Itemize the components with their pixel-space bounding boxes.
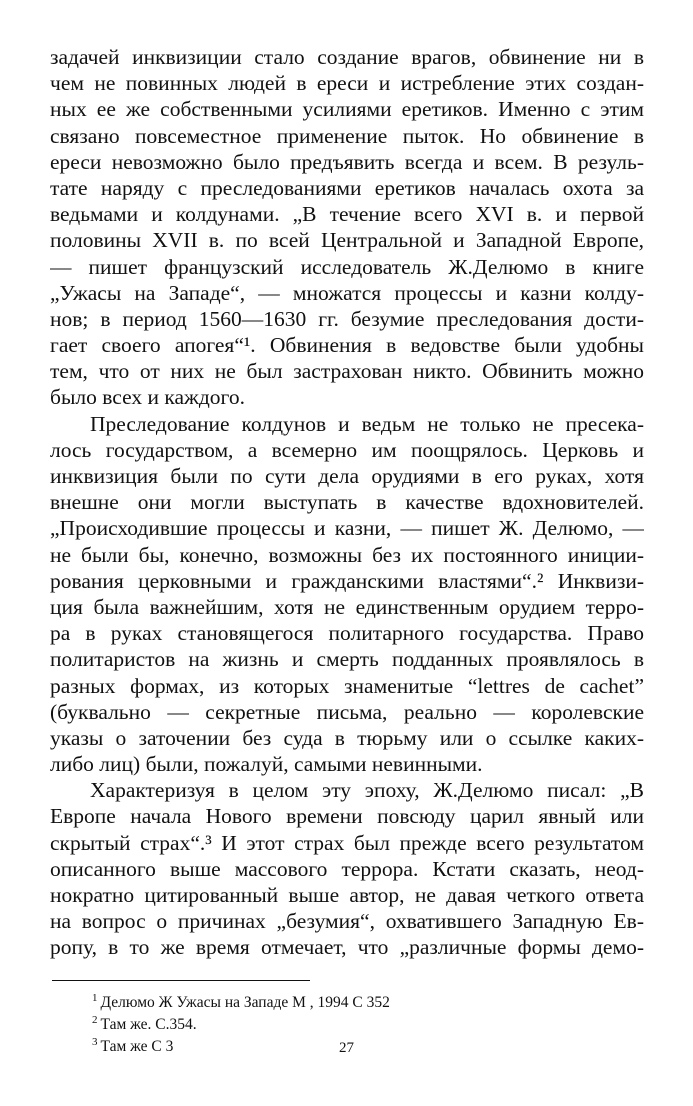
body-text [50,44,644,961]
text-line: инквизиция были по сути дела орудиями в его руках, хотя [50,464,644,488]
footnote-mark: 3 [92,1035,98,1048]
text-line: „Ужасы на Западе“, — множатся процессы и казни колду- [50,280,644,305]
text-line: связано повсеместное применение пыток. Но обвинение в [50,123,644,148]
footnote-text: Делюмо Ж Ужасы на Западе М , 1994 С 352 [100,993,390,1011]
text-line: внешне они могли выступать в качестве вдохновителей. [50,490,644,515]
footnote-text: Там же. С.354. [100,1015,197,1033]
footnote [50,987,644,1009]
text-line: Характеризуя в целом эту эпоху, Ж.Делюмо писал: „В [90,778,644,803]
footnote-mark: 1 [92,991,98,1004]
text-line: не были бы, конечно, возможны без их постоянного иниции- [50,542,644,567]
text-line: ведьмами и колдунами. „В течение всего XVI в. и первой [50,202,644,227]
text-line: на вопрос о причинах „безумия“, охватившего Западную Ев- [50,909,644,934]
text-line: скрытый страх“.³ И этот страх был прежде всего результатом [50,830,644,855]
text-line: ных ее же собственными усилиями еретиков. Именно с этим [50,97,644,122]
text-line: „Происходившие процессы и казни, — пишет Ж. Делюмо, — [50,516,644,541]
footnote-mark: 2 [92,1013,98,1026]
text-line: рования церковными и гражданскими властями“.² Инквизи- [50,568,644,593]
text-line: — пишет французский исследователь Ж.Делюмо в книге [50,254,644,279]
text-line: нов; в период 1560—1630 гг. безумие преследования дости- [50,306,644,331]
text-line: чем не повинных людей в ереси и истребление этих создан- [50,71,644,96]
text-line: половины XVII в. по всей Центральной и Западной Европе, [50,228,644,253]
text-line: тате наряду с преследованиями еретиков началась охота за [50,175,644,200]
text-line: лось государством, а всемерно им поощрялось. Церковь и [50,437,644,462]
text-line: ропу, в то же время отмечает, что „различные формы демо- [50,935,644,960]
text-line: политаристов на жизнь и смерть подданных проявлялось в [50,647,644,672]
text-line: было всех и каждого. [50,385,245,410]
text-line: нократно цитированный выше автор, не давая четкого ответа [50,883,644,907]
text-line: ра в руках становящегося политарного государства. Право [50,621,644,646]
text-line: указы о заточении без суда в тюрьму или о ссылке каких- [50,725,644,750]
text-line: либо лиц) были, пожалуй, самыми невинными. [50,752,483,777]
text-line: ция была важнейшим, хотя не единственным орудием терро- [50,594,644,619]
text-line: ереси невозможно было предъявить всегда и всем. В резуль- [50,149,644,174]
footnote-text: Там же С 3 [100,1037,174,1055]
page-content [50,44,644,1053]
text-line: Преследование колдунов и ведьм не только не пресека- [90,411,644,436]
page-number: 27 [339,1040,354,1056]
text-line: Европе начала Нового времени повсюду царил явный или [50,804,644,829]
text-line: описанного выше массового террора. Кстати сказать, неод- [50,856,644,881]
text-line: тем, что от них не был застрахован никто. Обвинить можно [50,359,644,384]
text-line: задачей инквизиции стало создание врагов, обвинение ни в [50,45,644,69]
text-line: разных формах, из которых знаменитые “lettres de cachet” [50,673,644,698]
footnote [50,1009,644,1031]
text-line: гает своего апогея“¹. Обвинения в ведовстве были удобны [50,333,644,358]
footnote-divider [52,980,310,981]
text-line: (буквально — секретные письма, реально — королевские [50,699,644,724]
